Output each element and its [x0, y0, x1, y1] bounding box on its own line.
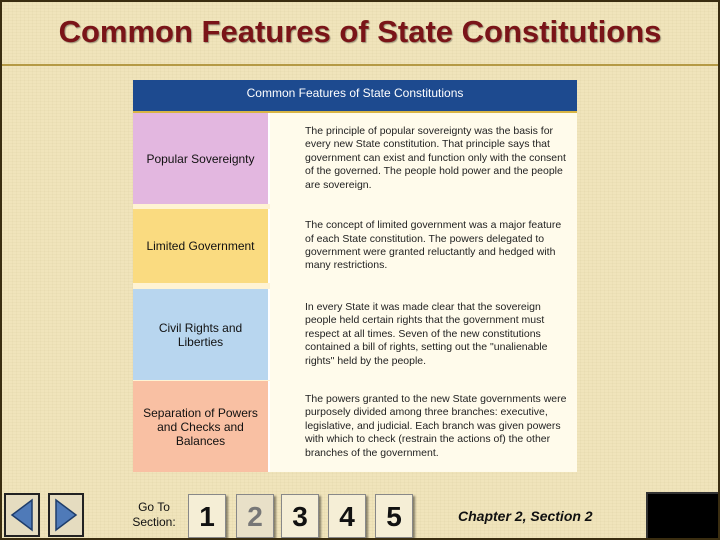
row-description	[305, 289, 567, 380]
triangle-right-icon	[50, 495, 82, 535]
table-row	[133, 381, 577, 472]
back-button[interactable]	[4, 493, 40, 537]
description-text: The powers granted to the new State governments were purposely divided among three branches: executive, legislative, and judicial. Each branch was given powers with which to check (restrain the actions of) the other branches of the government.	[305, 392, 567, 459]
nav-end-button[interactable]	[646, 492, 720, 540]
term-limited-government: Limited Government	[133, 209, 270, 283]
section-4-button[interactable]: 4	[328, 494, 366, 538]
section-1-button[interactable]: 1	[188, 494, 226, 538]
table-row	[133, 209, 577, 283]
section-2-button[interactable]: 2	[236, 494, 274, 538]
row-description	[305, 113, 567, 204]
features-table	[133, 80, 577, 472]
section-5-button[interactable]: 5	[375, 494, 413, 538]
goto-label-line1: Go To	[138, 500, 170, 514]
forward-button[interactable]	[48, 493, 84, 537]
triangle-left-icon	[6, 495, 38, 535]
term-popular-sovereignty: Popular Sovereignty	[133, 113, 270, 204]
description-text: The principle of popular sovereignty was the basis for every new State constitution. That principle says that government can exist and function only with the consent of the governed. The people hold power and the people are sovereign.	[305, 124, 566, 191]
table-row	[133, 289, 577, 380]
slide-title: Common Features of State Constitutions	[58, 14, 662, 49]
description-text: In every State it was made clear that the sovereign people held certain rights that the government must respect at all times. Seven of the new constitutions contained a bill of rights, setting out the "unalienable rights" held by the people.	[305, 300, 548, 367]
section-3-button[interactable]: 3	[281, 494, 319, 538]
term-civil-rights: Civil Rights and Liberties	[133, 289, 270, 380]
term-separation-of-powers: Separation of Powers and Checks and Balances	[133, 381, 270, 472]
table-header: Common Features of State Constitutions	[133, 80, 577, 113]
description-text: The concept of limited government was a major feature of each State constitution. The powers delegated to government were granted reluctantly and hedged with many restrictions.	[305, 219, 562, 272]
row-description	[305, 209, 567, 283]
goto-section-label	[126, 500, 182, 530]
row-description	[305, 381, 567, 472]
title-divider	[0, 64, 720, 66]
chapter-label: Chapter 2, Section 2	[458, 508, 593, 524]
table-row	[133, 113, 577, 204]
goto-label-line2: Section:	[132, 515, 176, 529]
